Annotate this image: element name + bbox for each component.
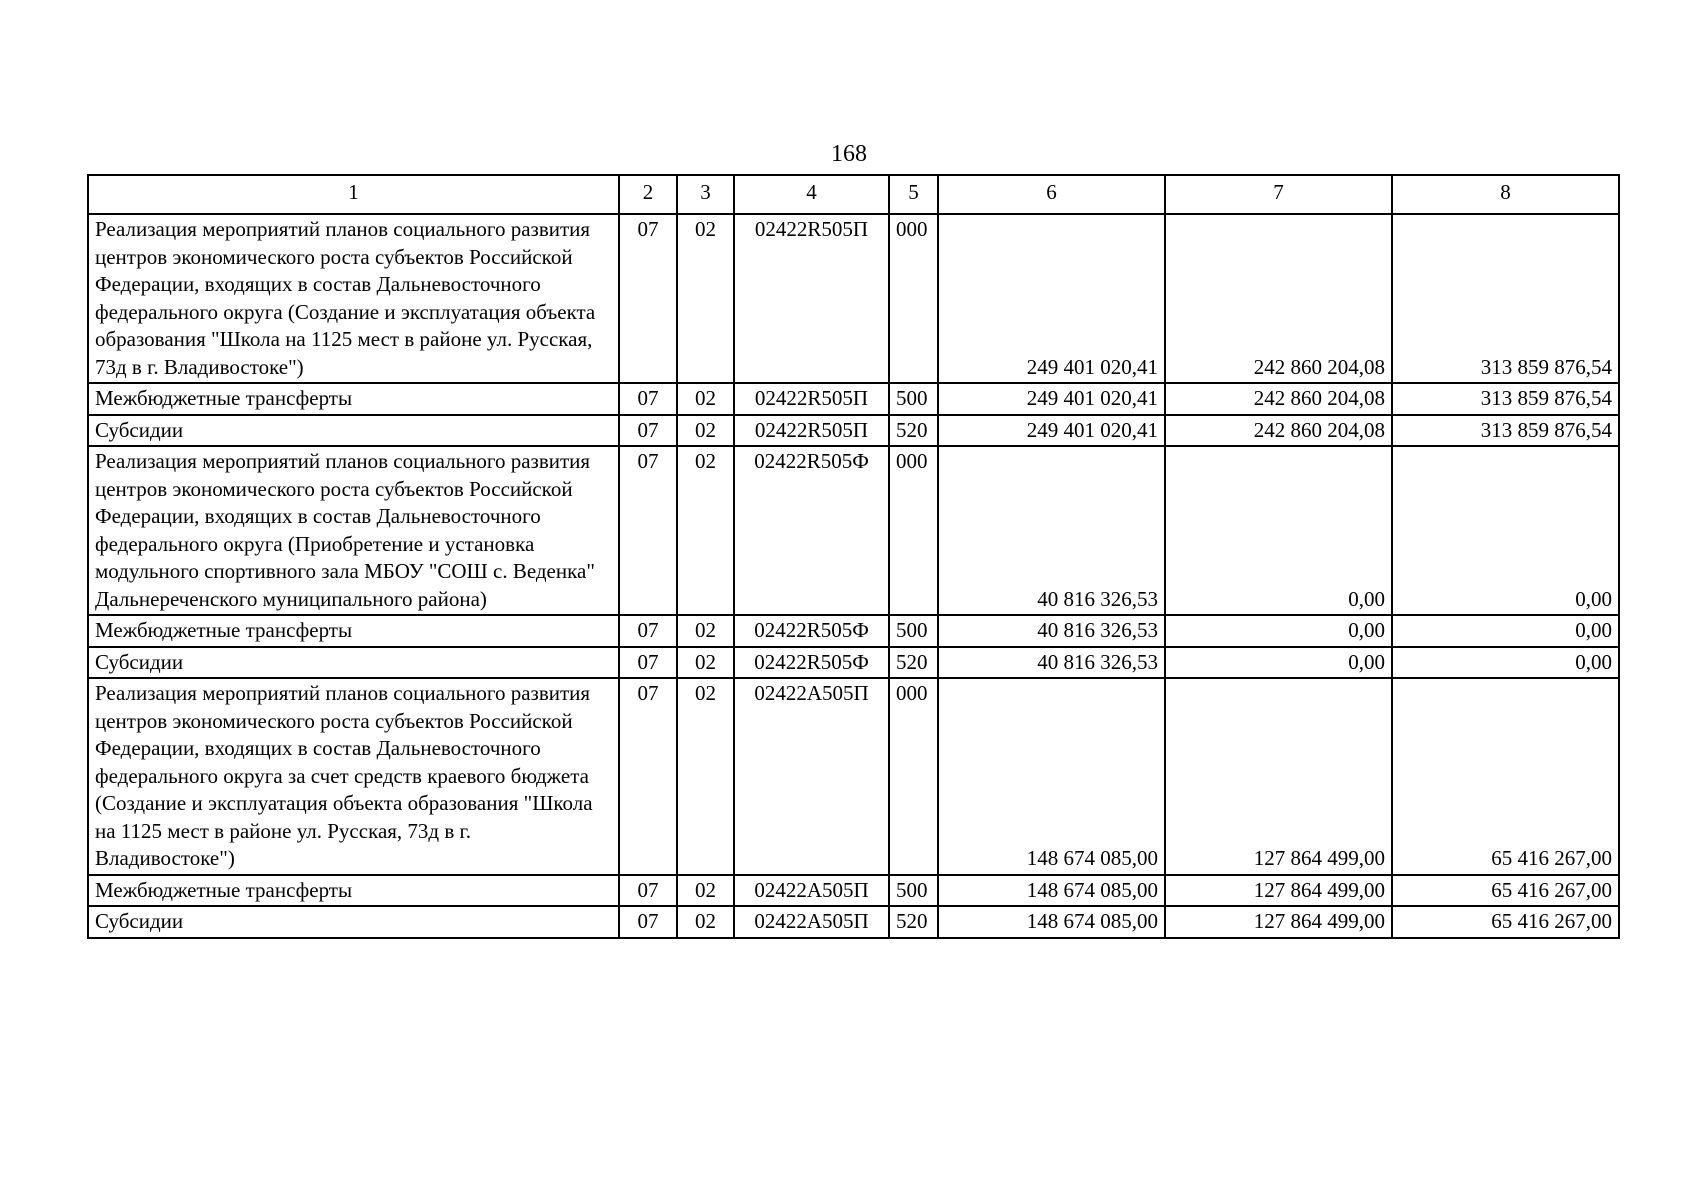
table-header-row xyxy=(88,175,1619,214)
row-amount-col6: 249 401 020,41 xyxy=(938,214,1165,383)
row-section-code: 07 xyxy=(619,615,677,647)
table-row xyxy=(88,906,1619,938)
row-target-article-code: 02422R505Ф xyxy=(734,647,889,679)
table-row xyxy=(88,383,1619,415)
row-amount-col7: 127 864 499,00 xyxy=(1165,875,1392,907)
row-target-article-code: 02422R505П xyxy=(734,383,889,415)
row-amount-col6: 148 674 085,00 xyxy=(938,875,1165,907)
row-subsection-code: 02 xyxy=(677,383,734,415)
header-cell-1: 1 xyxy=(88,175,619,214)
row-amount-col8: 0,00 xyxy=(1392,615,1619,647)
row-subsection-code: 02 xyxy=(677,615,734,647)
row-name: Реализация мероприятий планов социального развития центров экономического роста субъектов Российской Федерации, входящих в состав Дальневосточного федерального округа (Приобретение и установка модульного спортивного зала МБОУ "СОШ с. Веденка" Дальнереченского муниципального района) xyxy=(88,446,619,615)
row-target-article-code: 02422R505Ф xyxy=(734,446,889,615)
row-amount-col8: 313 859 876,54 xyxy=(1392,415,1619,447)
row-amount-col6: 148 674 085,00 xyxy=(938,906,1165,938)
row-amount-col7: 242 860 204,08 xyxy=(1165,214,1392,383)
row-target-article-code: 02422R505П xyxy=(734,214,889,383)
row-amount-col6: 40 816 326,53 xyxy=(938,446,1165,615)
table-row xyxy=(88,647,1619,679)
row-amount-col8: 65 416 267,00 xyxy=(1392,678,1619,875)
row-subsection-code: 02 xyxy=(677,875,734,907)
header-cell-7: 7 xyxy=(1165,175,1392,214)
row-amount-col8: 313 859 876,54 xyxy=(1392,214,1619,383)
row-expense-type-code: 500 xyxy=(889,875,938,907)
row-section-code: 07 xyxy=(619,415,677,447)
row-subsection-code: 02 xyxy=(677,214,734,383)
row-expense-type-code: 000 xyxy=(889,678,938,875)
header-cell-6: 6 xyxy=(938,175,1165,214)
row-section-code: 07 xyxy=(619,875,677,907)
table-row xyxy=(88,214,1619,383)
row-amount-col7: 127 864 499,00 xyxy=(1165,678,1392,875)
table-row xyxy=(88,446,1619,615)
row-target-article-code: 02422А505П xyxy=(734,875,889,907)
row-amount-col7: 0,00 xyxy=(1165,446,1392,615)
row-amount-col7: 127 864 499,00 xyxy=(1165,906,1392,938)
row-name: Межбюджетные трансферты xyxy=(88,615,619,647)
row-name: Субсидии xyxy=(88,906,619,938)
header-cell-8: 8 xyxy=(1392,175,1619,214)
row-expense-type-code: 500 xyxy=(889,383,938,415)
row-amount-col7: 0,00 xyxy=(1165,615,1392,647)
row-amount-col7: 242 860 204,08 xyxy=(1165,383,1392,415)
row-amount-col7: 0,00 xyxy=(1165,647,1392,679)
table-row xyxy=(88,678,1619,875)
row-target-article-code: 02422R505Ф xyxy=(734,615,889,647)
row-amount-col6: 249 401 020,41 xyxy=(938,383,1165,415)
row-expense-type-code: 000 xyxy=(889,214,938,383)
row-expense-type-code: 520 xyxy=(889,647,938,679)
row-target-article-code: 02422А505П xyxy=(734,678,889,875)
row-expense-type-code: 520 xyxy=(889,906,938,938)
row-amount-col7: 242 860 204,08 xyxy=(1165,415,1392,447)
header-cell-3: 3 xyxy=(677,175,734,214)
row-subsection-code: 02 xyxy=(677,647,734,679)
row-amount-col8: 0,00 xyxy=(1392,446,1619,615)
table-row xyxy=(88,875,1619,907)
row-subsection-code: 02 xyxy=(677,906,734,938)
header-cell-2: 2 xyxy=(619,175,677,214)
table-row xyxy=(88,615,1619,647)
row-section-code: 07 xyxy=(619,446,677,615)
row-name: Реализация мероприятий планов социального развития центров экономического роста субъектов Российской Федерации, входящих в состав Дальневосточного федерального округа за счет средств краевого бюджета (Создание и эксплуатация объекта образования "Школа на 1125 мест в районе ул. Русская, 73д в г. Владивостоке") xyxy=(88,678,619,875)
row-amount-col6: 40 816 326,53 xyxy=(938,615,1165,647)
row-amount-col8: 313 859 876,54 xyxy=(1392,383,1619,415)
row-amount-col8: 0,00 xyxy=(1392,647,1619,679)
row-target-article-code: 02422А505П xyxy=(734,906,889,938)
row-amount-col6: 249 401 020,41 xyxy=(938,415,1165,447)
row-amount-col8: 65 416 267,00 xyxy=(1392,906,1619,938)
row-amount-col6: 148 674 085,00 xyxy=(938,678,1165,875)
row-name: Субсидии xyxy=(88,415,619,447)
row-section-code: 07 xyxy=(619,906,677,938)
header-cell-5: 5 xyxy=(889,175,938,214)
row-expense-type-code: 520 xyxy=(889,415,938,447)
row-name: Межбюджетные трансферты xyxy=(88,383,619,415)
row-expense-type-code: 000 xyxy=(889,446,938,615)
row-section-code: 07 xyxy=(619,383,677,415)
row-amount-col6: 40 816 326,53 xyxy=(938,647,1165,679)
budget-table xyxy=(87,174,1620,939)
row-section-code: 07 xyxy=(619,647,677,679)
row-name: Межбюджетные трансферты xyxy=(88,875,619,907)
row-subsection-code: 02 xyxy=(677,678,734,875)
row-subsection-code: 02 xyxy=(677,415,734,447)
header-cell-4: 4 xyxy=(734,175,889,214)
page-number: 168 xyxy=(831,141,867,167)
row-section-code: 07 xyxy=(619,678,677,875)
table-row xyxy=(88,415,1619,447)
row-name: Реализация мероприятий планов социального развития центров экономического роста субъектов Российской Федерации, входящих в состав Дальневосточного федерального округа (Создание и эксплуатация объекта образования "Школа на 1125 мест в районе ул. Русская, 73д в г. Владивостоке") xyxy=(88,214,619,383)
row-section-code: 07 xyxy=(619,214,677,383)
row-expense-type-code: 500 xyxy=(889,615,938,647)
row-subsection-code: 02 xyxy=(677,446,734,615)
row-amount-col8: 65 416 267,00 xyxy=(1392,875,1619,907)
row-name: Субсидии xyxy=(88,647,619,679)
row-target-article-code: 02422R505П xyxy=(734,415,889,447)
